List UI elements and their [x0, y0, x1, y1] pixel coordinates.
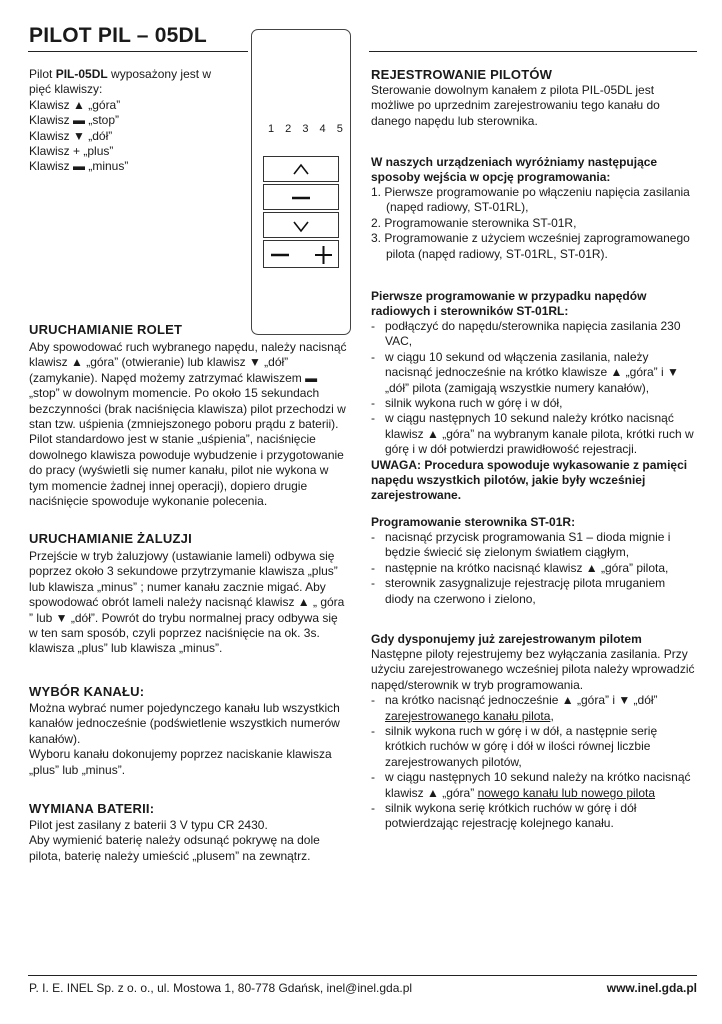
- list-item: - następnie na krótko nacisnąć klawisz ▲ „góra” pilota,: [385, 561, 697, 576]
- paragraph: Sterowanie dowolnym kanałem z pilota PIL-05DL jest możliwe po uprzednim zarejestrowaniu tego kanału do danego napędu lub sterownika.: [371, 83, 660, 128]
- programming-options: [371, 155, 697, 262]
- list-item: - sterownik zasygnalizuje rejestrację pilota mruganiem diody na czerwono i zielono,: [385, 576, 697, 607]
- section-pierwsze: [371, 289, 697, 503]
- stop-dash-icon: [264, 185, 338, 209]
- chevron-down-icon: [264, 213, 338, 237]
- section-baterie: [29, 818, 347, 864]
- key-item: Klawisz ▬ „stop”: [29, 113, 120, 128]
- list-item: - na krótko nacisnąć jednocześnie ▲ „góra” i ▼ „dół” zarejestrowanego kanału pilota,: [385, 693, 697, 724]
- up-button: [263, 156, 339, 182]
- subheading: Programowanie sterownika ST-01R:: [371, 515, 576, 529]
- paragraph: Aby wymienić baterię należy odsunąć pokrywę na dole pilota, baterię należy umieścić „plusem” na zewnątrz.: [29, 833, 320, 863]
- remote-control-illustration: [251, 29, 351, 335]
- section-zaluzje: [29, 549, 349, 657]
- key-item: Klawisz ▲ „góra”: [29, 97, 121, 112]
- section-heading-baterie: WYMIANA BATERII:: [29, 801, 155, 816]
- list-item: - silnik wykona serię krótkich ruchów w górę i dół potwierdzając rejestrację kolejnego kanału.: [385, 801, 697, 832]
- paragraph: Następne piloty rejestrujemy bez wyłączania zasilania. Przy użyciu zarejestrowanego wcześniej pilota należy wprowadzić napęd/sterownik w tryb programowania.: [371, 647, 695, 692]
- title-divider: [28, 51, 248, 52]
- stop-button: [263, 184, 339, 210]
- model-name: PIL-05DL: [55, 67, 108, 81]
- intro-section: [29, 67, 229, 175]
- down-button: [263, 212, 339, 238]
- option-item: 2. Programowanie sterownika ST-01R,: [371, 215, 577, 230]
- section-rejestrowanie: [371, 83, 697, 129]
- plus-icon: [315, 246, 332, 264]
- paragraph: Można wybrać numer pojedynczego kanału lub wszystkich kanałów jednocześnie (podświetlenie wszystkich numerów kanałów).: [29, 701, 340, 746]
- channel-numbers: 1 2 3 4 5: [268, 123, 347, 135]
- section-heading-rejestrowanie: REJESTROWANIE PILOTÓW: [371, 67, 553, 82]
- list-item: - nacisnąć przycisk programowania S1 – dioda mignie i będzie świecić się zielonym światłem ciągłym,: [385, 530, 697, 561]
- footer-address: P. I. E. INEL Sp. z o. o., ul. Mostowa 1, 80-778 Gdańsk, inel@inel.gda.pl: [29, 981, 413, 995]
- intro-text: Pilot PIL-05DL wyposażony jest w pięć klawiszy:: [29, 67, 212, 97]
- list-item: - w ciągu następnych 10 sekund należy krótko nacisnąć klawisz ▲ „góra” na wybranym kanale pilota, krótki ruch w górę i w dół potwierdzi prawidłowość rejestracji.: [385, 411, 697, 457]
- paragraph: Przejście w tryb żaluzjowy (ustawianie lameli) odbywa się poprzez około 3 sekundowe przytrzymanie klawisza „plus” lub klawisza „minus” ; numer kanału zacznie migać. Aby spowodować obrót lameli należy nacisnąć klawisz ▲ „ góra ” lub ▼ „dół”. Powrót do trybu normalnej pracy odbywa się w ten sam sposób, czyli poprzez naciśnięcie na ok. 3s. klawisza „plus” lub klawisza „minus”.: [29, 549, 345, 656]
- section-kanal: [29, 701, 347, 778]
- footer-divider: [28, 975, 697, 976]
- key-item: Klawisz + „plus”: [29, 144, 114, 159]
- key-item: Klawisz ▼ „dół”: [29, 128, 113, 143]
- list-item: - silnik wykona ruch w górę i w dół,: [385, 396, 697, 411]
- paragraph: Pilot standardowo jest w stanie „uśpienia”, naciśnięcie dowolnego klawisza powoduje wybudzenie i przygotowanie do pracy (wyświetli się numer kanału, pilot nie wykona w tym momencie żadnej innej operacji), dopiero drugie naciśnięcie spowoduje wykonanie polecenia.: [29, 432, 344, 509]
- section-kolejny: [371, 632, 697, 832]
- list-item: - podłączyć do napędu/sterownika napięcia zasilania 230 VAC,: [385, 319, 697, 350]
- section-heading-rolety: URUCHAMIANIE ROLET: [29, 322, 183, 337]
- section-heading-zaluzje: URUCHAMIANIE ŻALUZJI: [29, 531, 192, 546]
- warning-text: UWAGA: Procedura spowoduje wykasowanie z pamięci napędu wszystkich pilotów, jakie były wcześniej zarejestrowane.: [371, 457, 688, 502]
- section-heading-kanal: WYBÓR KANAŁU:: [29, 684, 145, 699]
- page-title: PILOT PIL – 05DL: [29, 24, 207, 47]
- section-st01r: [371, 515, 697, 607]
- options-heading: W naszych urządzeniach wyróżniamy następujące sposoby wejścia w opcję programowania:: [371, 155, 658, 184]
- paragraph: Aby spowodować ruch wybranego napędu, należy nacisnąć klawisz ▲ „góra” (otwieranie) lub klawisz ▼ „dół” (zamykanie). Napęd możemy zatrzymać klawiszem ▬ „stop” w dowolnym momencie. Po około 15 sekundach bezczynności (brak naciśnięcia klawisza) pilot przechodzi w stan tzw. uśpienia (zmniejszonego poboru prądu z baterii).: [29, 340, 347, 432]
- paragraph: Wyboru kanału dokonujemy poprzez naciskanie klawisza „plus” lub „minus”.: [29, 747, 332, 777]
- list-item: - w ciągu następnych 10 sekund należy na krótko nacisnąć klawisz ▲ „góra” nowego kanału lub nowego pilota: [385, 770, 697, 801]
- subheading: Pierwsze programowanie w przypadku napędów radiowych i sterowników ST-01RL:: [371, 289, 647, 318]
- list-item: - w ciągu 10 sekund od włączenia zasilania, należy nacisnąć jednocześnie na krótko klawisze ▲ „góra” i ▼ „dół” pilota (zamigają wszystkie numery kanałów),: [385, 350, 697, 396]
- chevron-up-icon: [264, 157, 338, 181]
- footer-website: www.inel.gda.pl: [606, 981, 697, 995]
- option-item: 3. Programowanie z użyciem wcześniej zaprogramowanego pilota (napęd radiowy, ST-01RL, ST-01R).: [371, 231, 690, 261]
- list-item: - silnik wykona ruch w górę i w dół, a następnie serię krótkich ruchów w górę i dół w ilości równej liczbie zarejestrowanych pilotów,: [385, 724, 697, 770]
- right-divider: [369, 51, 697, 52]
- key-item: Klawisz ▬ „minus”: [29, 159, 129, 174]
- paragraph: Pilot jest zasilany z baterii 3 V typu CR 2430.: [29, 818, 268, 832]
- option-item: 1. Pierwsze programowanie po włączeniu napięcia zasilania (napęd radiowy, ST-01RL),: [371, 185, 690, 215]
- section-rolety: [29, 340, 347, 509]
- subheading: Gdy dysponujemy już zarejestrowanym pilotem: [371, 632, 642, 646]
- minus-plus-button: [263, 240, 339, 268]
